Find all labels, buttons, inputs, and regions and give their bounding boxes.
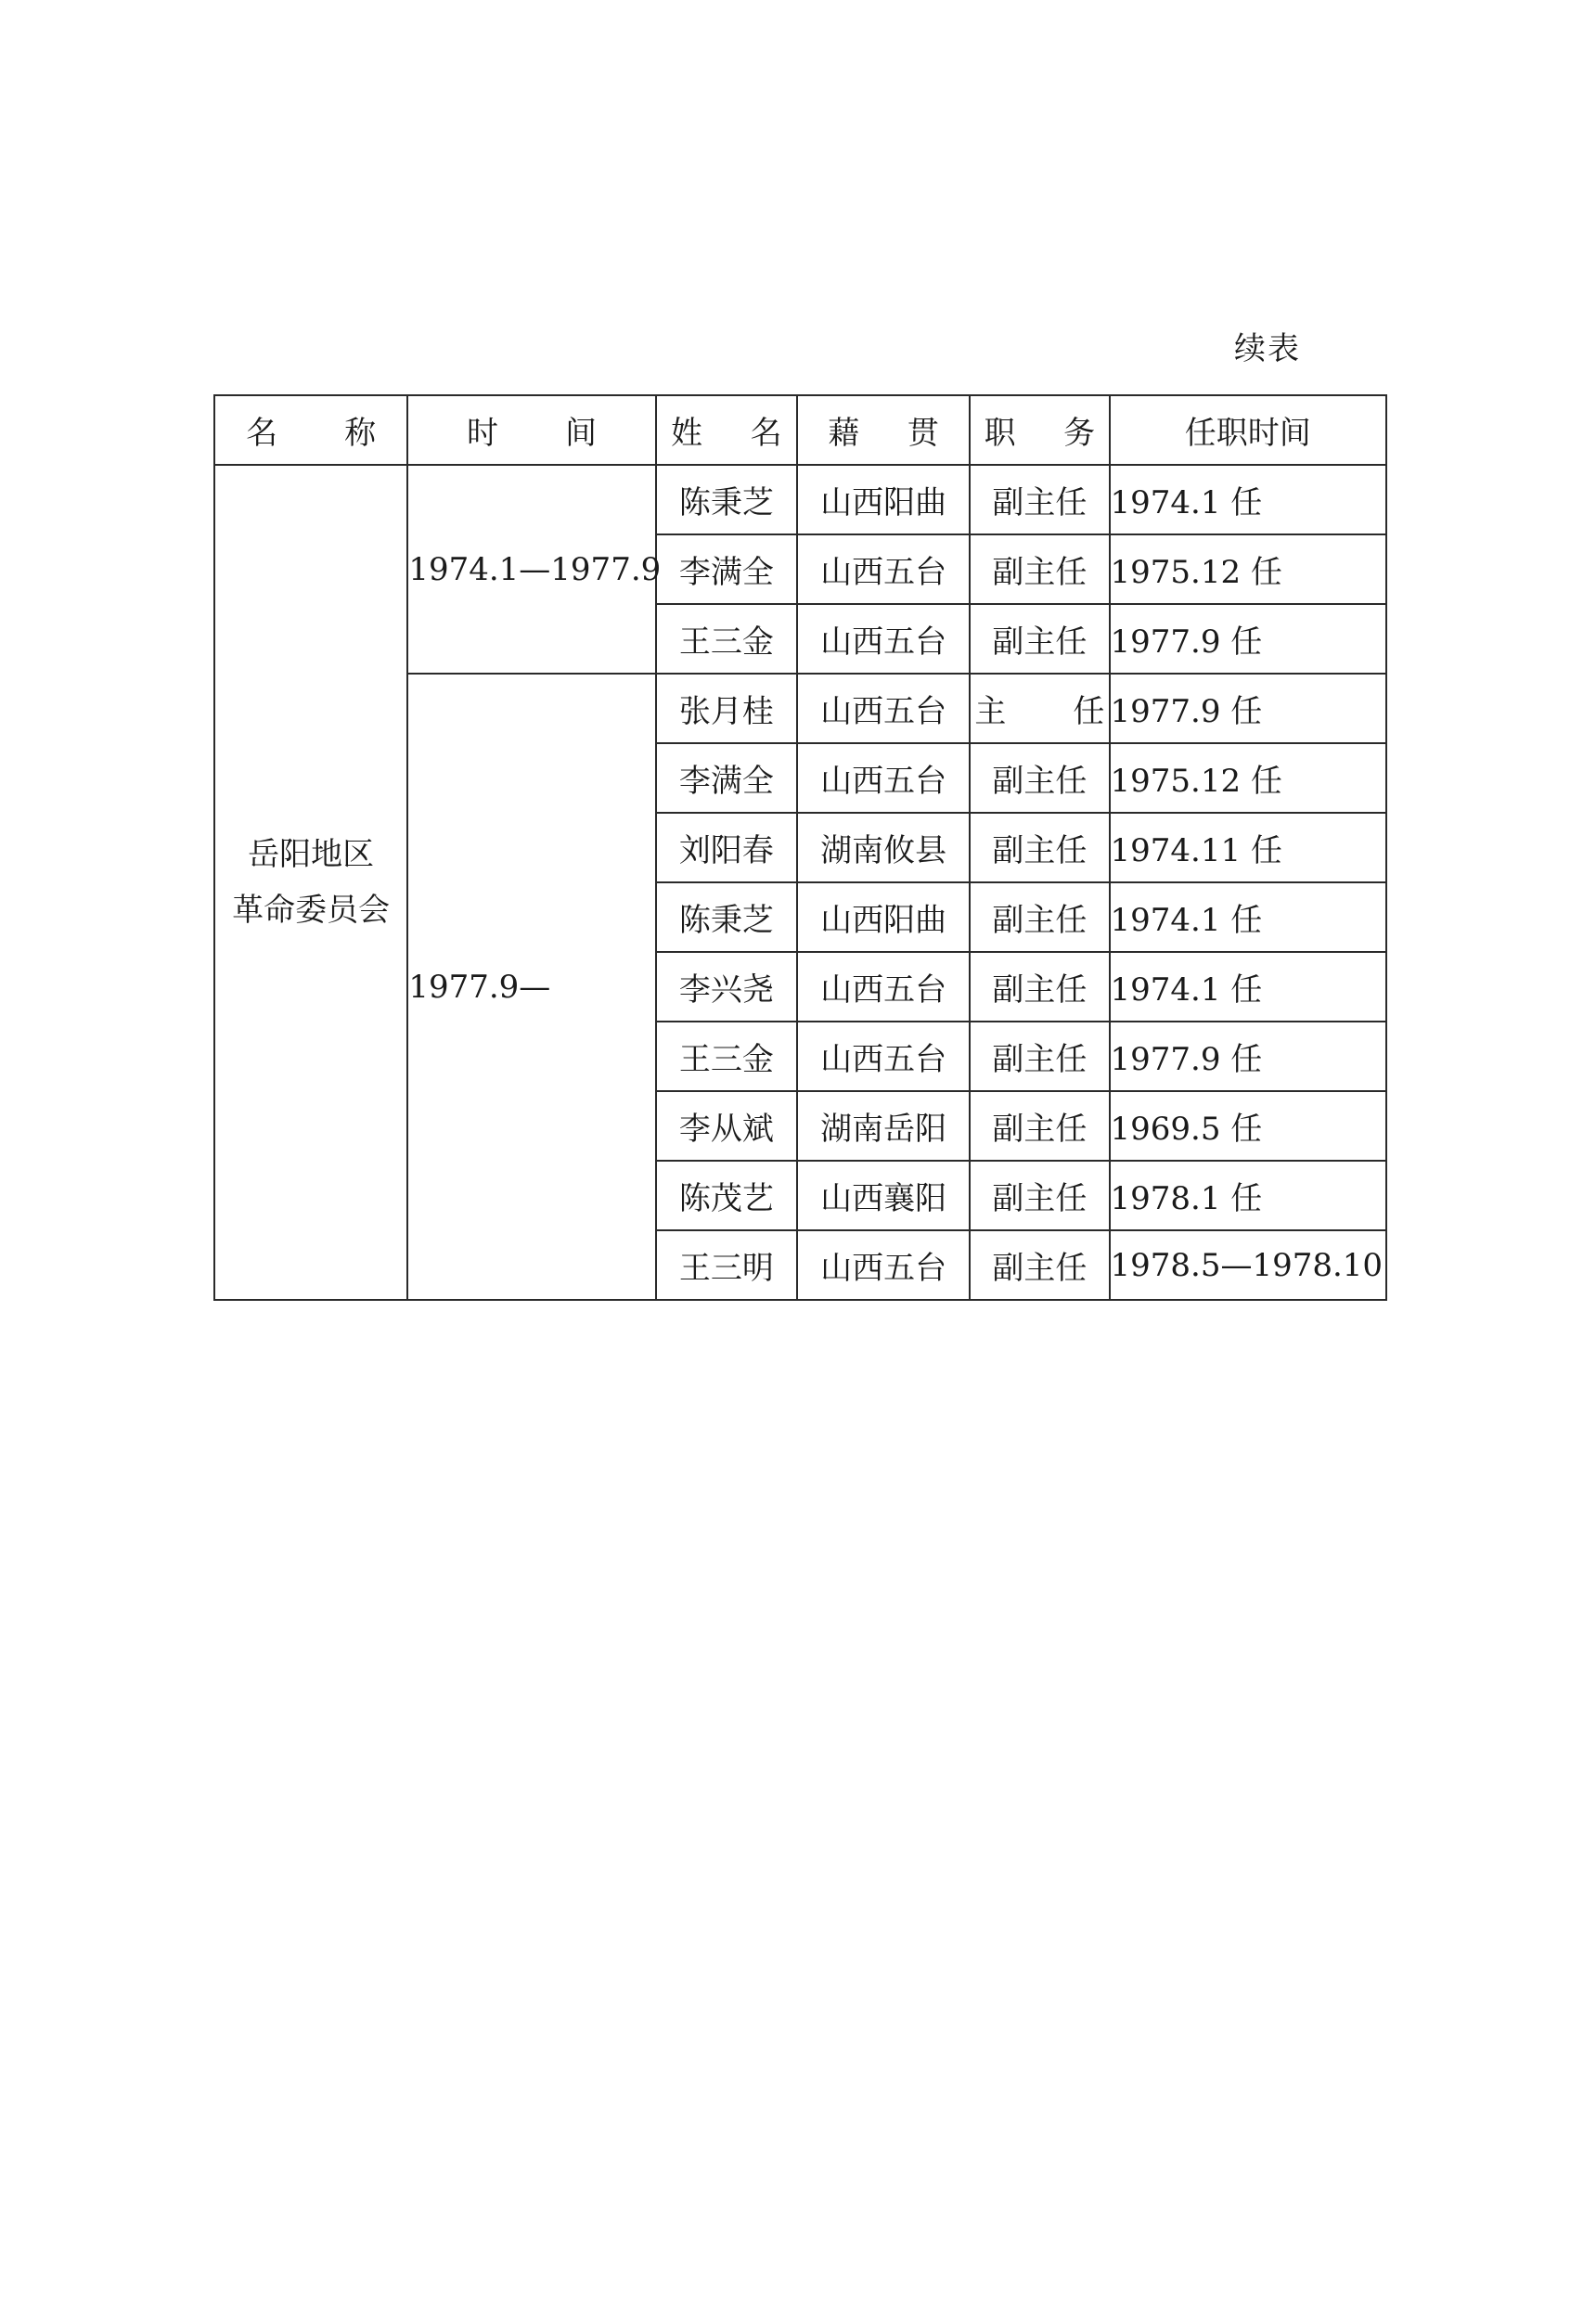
org-name-cell <box>214 465 407 1300</box>
person-tenure: 1974.1 任 <box>1110 952 1387 1022</box>
header-origin: 藉 贯 <box>797 395 970 465</box>
person-origin: 山西五台 <box>797 534 970 604</box>
person-post: 主 任 <box>970 674 1109 743</box>
header-period: 时 间 <box>407 395 655 465</box>
person-name: 刘阳春 <box>656 813 797 882</box>
person-tenure: 1977.9 任 <box>1110 1022 1387 1091</box>
person-name: 李满全 <box>656 534 797 604</box>
person-name: 李兴尧 <box>656 952 797 1022</box>
header-person: 姓 名 <box>656 395 797 465</box>
person-post: 副主任 <box>970 1230 1109 1300</box>
org-name-line2: 革命委员会 <box>232 892 391 929</box>
person-tenure: 1978.1 任 <box>1110 1161 1387 1230</box>
person-name: 张月桂 <box>656 674 797 743</box>
person-post: 副主任 <box>970 813 1109 882</box>
person-name: 陈茂艺 <box>656 1161 797 1230</box>
org-name-line1: 岳阳地区 <box>248 836 375 873</box>
header-tenure: 任职时间 <box>1110 395 1387 465</box>
person-tenure: 1977.9 任 <box>1110 674 1387 743</box>
person-tenure: 1978.5—1978.10 <box>1110 1230 1387 1300</box>
person-tenure: 1974.1 任 <box>1110 882 1387 952</box>
table-row <box>214 465 1386 534</box>
person-origin: 山西阳曲 <box>797 882 970 952</box>
person-tenure: 1974.11 任 <box>1110 813 1387 882</box>
person-post: 副主任 <box>970 882 1109 952</box>
person-origin: 山西五台 <box>797 674 970 743</box>
person-origin: 山西五台 <box>797 604 970 674</box>
person-tenure: 1977.9 任 <box>1110 604 1387 674</box>
person-name: 李满全 <box>656 743 797 813</box>
person-post: 副主任 <box>970 952 1109 1022</box>
person-tenure: 1974.1 任 <box>1110 465 1387 534</box>
person-origin: 山西五台 <box>797 1230 970 1300</box>
leadership-table <box>213 394 1387 1301</box>
person-tenure: 1975.12 任 <box>1110 534 1387 604</box>
person-post: 副主任 <box>970 1091 1109 1161</box>
person-post: 副主任 <box>970 604 1109 674</box>
person-origin: 山西阳曲 <box>797 465 970 534</box>
person-origin: 山西襄阳 <box>797 1161 970 1230</box>
period-cell: 1974.1—1977.9 <box>407 465 655 674</box>
person-origin: 湖南攸县 <box>797 813 970 882</box>
person-post: 副主任 <box>970 465 1109 534</box>
table-header-row <box>214 395 1386 465</box>
person-tenure: 1969.5 任 <box>1110 1091 1387 1161</box>
person-post: 副主任 <box>970 743 1109 813</box>
period-cell: 1977.9— <box>407 674 655 1300</box>
person-post: 副主任 <box>970 1022 1109 1091</box>
person-name: 陈秉芝 <box>656 465 797 534</box>
person-post: 副主任 <box>970 1161 1109 1230</box>
header-name: 名 称 <box>214 395 407 465</box>
person-post: 副主任 <box>970 534 1109 604</box>
person-origin: 山西五台 <box>797 1022 970 1091</box>
person-origin: 山西五台 <box>797 952 970 1022</box>
person-tenure: 1975.12 任 <box>1110 743 1387 813</box>
person-name: 王三金 <box>656 604 797 674</box>
person-name: 李从斌 <box>656 1091 797 1161</box>
person-name: 王三金 <box>656 1022 797 1091</box>
person-name: 王三明 <box>656 1230 797 1300</box>
person-origin: 山西五台 <box>797 743 970 813</box>
header-post: 职 务 <box>970 395 1109 465</box>
person-name: 陈秉芝 <box>656 882 797 952</box>
person-origin: 湖南岳阳 <box>797 1091 970 1161</box>
table-caption: 续表 <box>1234 330 1301 367</box>
